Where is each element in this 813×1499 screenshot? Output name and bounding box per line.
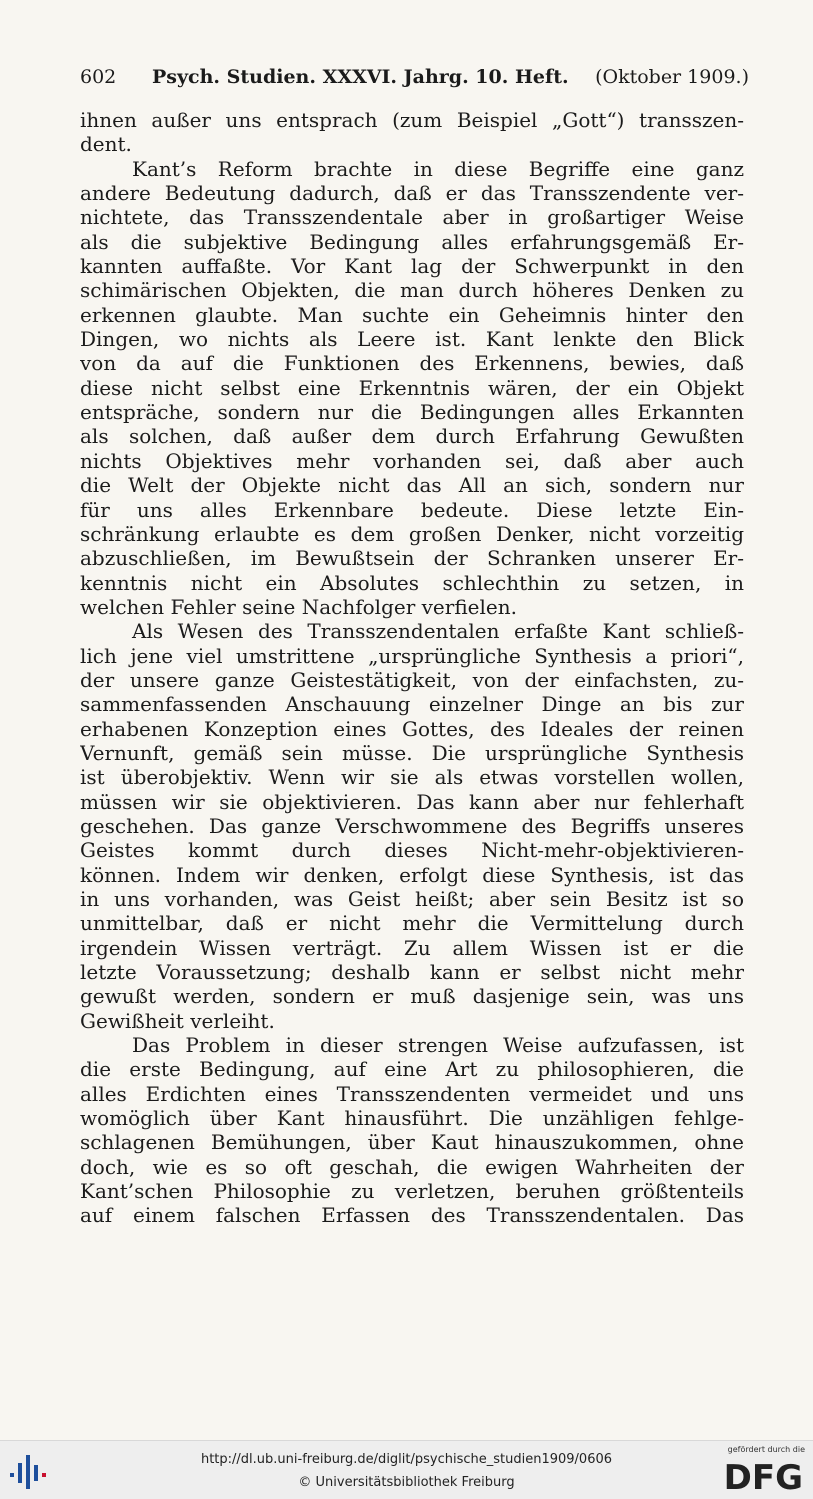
text-line: Kant’s Reform brachte in diese Begriffe eine ganz (132, 156, 744, 181)
issue-date: (Oktober 1909.) (595, 66, 749, 88)
text-line: ist überobjektiv. Wenn wir sie als etwas vorstellen wollen, (80, 765, 744, 790)
text-line: in uns vorhanden, was Geist heißt; aber sein Besitz ist so (80, 887, 744, 911)
text-line: können. Indem wir denken, erfolgt diese Synthesis, ist das (80, 862, 744, 887)
viewer-footer (0, 1440, 813, 1499)
text-line: Kant’schen Philosophie zu verletzen, beruhen größtenteils (80, 1179, 744, 1204)
text-line: kenntnis nicht ein Absolutes schlechthin zu setzen, in (80, 570, 744, 595)
running-title: Psych. Studien. XXXVI. Jahrg. 10. Heft. (152, 66, 569, 88)
text-line: welchen Fehler seine Nachfolger verfielen. (80, 594, 517, 619)
text-line: Dingen, wo nichts als Leere ist. Kant lenkte den Blick (80, 327, 744, 352)
text-line: von da auf die Funktionen des Erkennens, bewies, daß (80, 351, 744, 376)
text-line: unmittelbar, daß er nicht mehr die Vermittelung durch (80, 911, 744, 936)
text-line: schimärischen Objekten, die man durch höheres Denken zu (80, 278, 744, 303)
text-line: auf einem falschen Erfassen des Transszendentalen. Das (80, 1203, 744, 1228)
text-line: abzuschließen, im Bewußtsein der Schranken unserer Er- (80, 546, 744, 571)
text-line: alles Erdichten eines Transszendenten vermeidet und uns (80, 1081, 744, 1106)
text-line: erhabenen Konzeption eines Gottes, des Ideales der reinen (80, 716, 744, 741)
text-line: dent. (80, 132, 132, 157)
text-line: kannten auffaßte. Vor Kant lag der Schwerpunkt in den (80, 254, 744, 279)
text-line: andere Bedeutung dadurch, daß er das Transszendente ver- (80, 181, 744, 206)
text-line: lich jene viel umstrittene „ursprüngliche Synthesis a priori“, (80, 643, 744, 668)
text-line: schränkung erlaubte es dem großen Denker, nicht vorzeitig (80, 521, 744, 546)
text-line: erkennen glaubte. Man suchte ein Geheimnis hinter den (80, 302, 744, 327)
text-line: die Welt der Objekte nicht das All an sich, sondern nur (80, 473, 744, 498)
text-line: womöglich über Kant hinausführt. Die unzähligen fehlge- (80, 1106, 744, 1131)
text-line: diese nicht selbst eine Erkenntnis wären, der ein Objekt (80, 375, 744, 400)
text-line: entspräche, sondern nur die Bedingungen alles Erkannten (80, 400, 744, 425)
text-line: schlagenen Bemühungen, über Kaut hinauszukommen, ohne (80, 1130, 744, 1155)
text-line: die erste Bedingung, auf eine Art zu philosophieren, die (80, 1057, 744, 1082)
text-line: nichts Objektives mehr vorhanden sei, daß aber auch (80, 448, 744, 473)
dfg-wordmark (717, 1455, 805, 1495)
text-line: sammenfassenden Anschauung einzelner Dinge an bis zur (80, 692, 744, 717)
body-text (80, 108, 744, 1228)
text-line: gewußt werden, sondern er muß dasjenige sein, was uns (80, 984, 744, 1009)
copyright-notice: © Universitätsbibliothek Freiburg (298, 1475, 515, 1490)
text-line: Gewißheit verleiht. (80, 1008, 275, 1033)
text-line: nichtete, das Transszendentale aber in großartiger Weise (80, 205, 744, 230)
ub-freiburg-logo-icon (8, 1451, 52, 1491)
text-line: als solchen, daß außer dem durch Erfahrung Gewußten (80, 424, 744, 449)
page-header (80, 62, 749, 92)
text-line: ihnen außer uns entsprach (zum Beispiel „Gott“) transszen- (80, 108, 744, 132)
text-line: Geistes kommt durch dieses Nicht-mehr-objektivieren- (80, 838, 744, 863)
text-line: letzte Voraussetzung; deshalb kann er selbst nicht mehr (80, 960, 744, 985)
text-line: Das Problem in dieser strengen Weise aufzufassen, ist (132, 1033, 744, 1058)
dfg-wordmark-text: DFG (723, 1458, 803, 1495)
dfg-logo-icon (717, 1445, 805, 1495)
text-line: irgendein Wissen verträgt. Zu allem Wissen ist er die (80, 935, 744, 960)
page-number: 602 (80, 66, 117, 88)
dfg-caption: gefördert durch die (727, 1445, 805, 1454)
text-line: für uns alles Erkennbare bedeute. Diese letzte Ein- (80, 497, 744, 522)
text-line: Vernunft, gemäß sein müsse. Die ursprüngliche Synthesis (80, 740, 744, 765)
permalink-url[interactable]: http://dl.ub.uni-freiburg.de/diglit/psychische_studien1909/0606 (200, 1452, 613, 1467)
text-line: müssen wir sie objektivieren. Das kann aber nur fehlerhaft (80, 789, 744, 814)
text-line: Als Wesen des Transszendentalen erfaßte Kant schließ- (132, 619, 744, 644)
text-line: doch, wie es so oft geschah, die ewigen Wahrheiten der (80, 1154, 744, 1179)
text-line: geschehen. Das ganze Verschwommene des Begriffs unseres (80, 813, 744, 838)
text-line: der unsere ganze Geistestätigkeit, von der einfachsten, zu- (80, 667, 744, 692)
text-line: als die subjektive Bedingung alles erfahrungsgemäß Er- (80, 229, 744, 254)
